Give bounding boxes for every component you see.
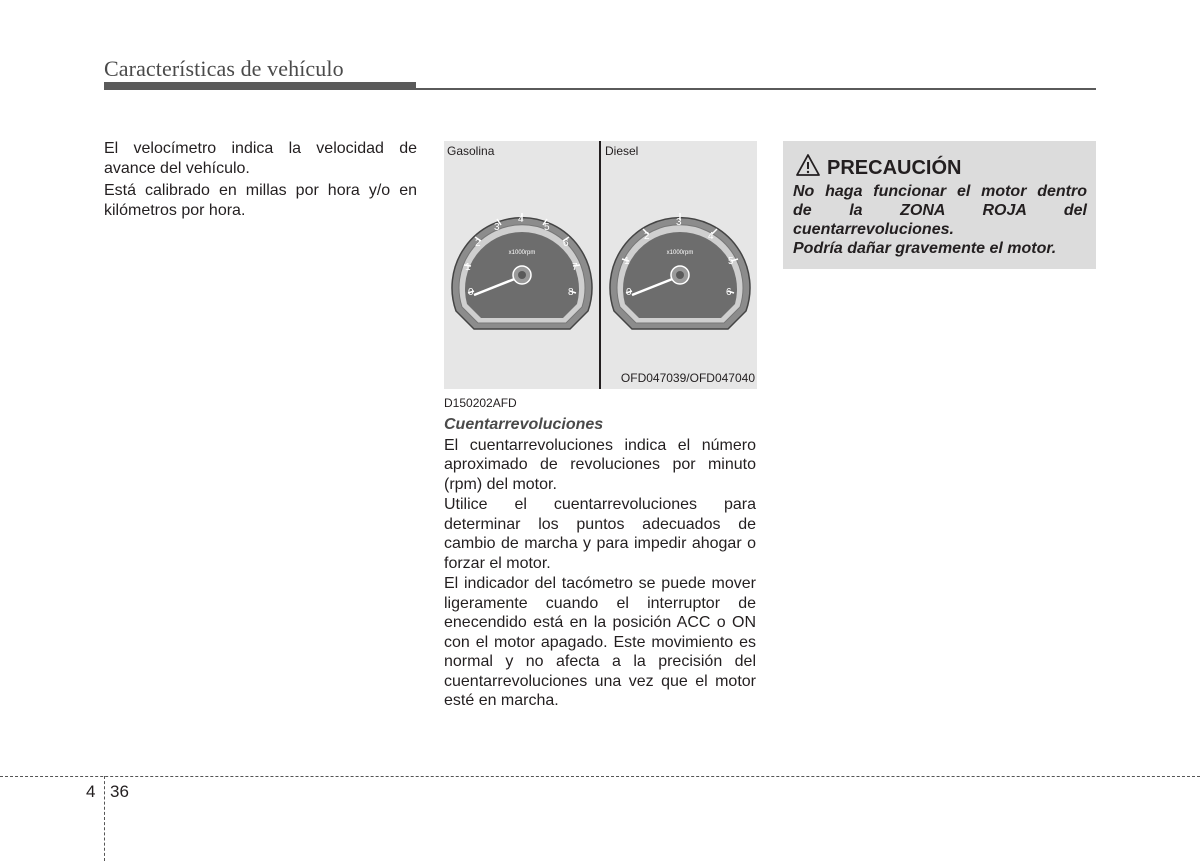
tick-label: 2 xyxy=(644,231,650,242)
tick-label: 6 xyxy=(563,238,569,249)
tick-label: 6 xyxy=(726,287,732,298)
tick-label: 2 xyxy=(475,238,481,249)
gauge-unit: x1000rpm xyxy=(666,250,694,256)
page-header-title: Características de vehículo xyxy=(104,56,344,81)
tick-label: 3 xyxy=(494,222,500,233)
chapter-number: 4 xyxy=(86,782,96,801)
tick-label: 8 xyxy=(568,287,574,298)
header-rule-thick xyxy=(104,82,416,90)
warning-triangle-icon xyxy=(795,153,821,182)
footer-margin-rule xyxy=(104,776,105,861)
figure-label-diesel: Diesel xyxy=(605,144,639,158)
tick-label: 4 xyxy=(708,231,714,242)
gasoline-tachometer-graphic xyxy=(444,201,600,333)
tick-label: 5 xyxy=(544,222,550,233)
middle-column xyxy=(444,415,756,712)
caution-line: de la ZONA ROJA del xyxy=(793,202,1087,219)
left-column xyxy=(104,139,417,223)
tick-label: 3 xyxy=(676,217,682,228)
paragraph: Está calibrado en millas por hora y/o en kilómetros por hora. xyxy=(104,182,417,219)
document-code: D150202AFD xyxy=(444,396,517,410)
tick-label: 1 xyxy=(624,256,630,267)
paragraph: El cuentarrevoluciones indica el número aproximado de revoluciones por minuto (rpm) del motor. xyxy=(444,436,756,493)
footer-rule xyxy=(0,776,1200,777)
section-heading: Cuentarrevoluciones xyxy=(444,416,604,433)
tick-label: 0 xyxy=(468,287,474,298)
caution-body xyxy=(793,182,1087,258)
caution-line: cuentarrevoluciones. xyxy=(793,221,954,238)
page-number: 36 xyxy=(110,782,129,801)
tick-label: 7 xyxy=(572,262,578,273)
paragraph: El indicador del tacómetro se puede mover ligeramente cuando el interruptor de enecendido está en la posición ACC o ON con el motor apagado. Este movimiento es normal y no afecta a la precisión del cuentarrevoluciones una vez que el motor esté en marcha. xyxy=(444,575,756,709)
tick-label: 4 xyxy=(518,214,524,225)
tick-label: 0 xyxy=(626,287,632,298)
caution-line: No haga funcionar el motor dentro xyxy=(793,183,1087,200)
gauge-unit: x1000rpm xyxy=(508,250,536,256)
caution-box xyxy=(783,141,1096,269)
caution-line: Podría dañar gravemente el motor. xyxy=(793,240,1057,257)
diesel-tachometer xyxy=(602,201,758,333)
figure-label-gasoline: Gasolina xyxy=(447,144,495,158)
paragraph: El velocímetro indica la velocidad de avance del vehículo. xyxy=(104,140,417,177)
tachometer-figure xyxy=(444,141,757,389)
paragraph: Utilice el cuentarrevoluciones para determinar los puntos adecuados de cambio de marcha y para impedir ahogar o forzar el motor. xyxy=(444,496,756,572)
figure-code: OFD047039/OFD047040 xyxy=(620,371,755,385)
tick-label: 1 xyxy=(465,262,471,273)
diesel-tachometer-graphic xyxy=(602,201,758,333)
tick-label: 5 xyxy=(728,256,734,267)
header-rule-thin xyxy=(416,88,1096,90)
gasoline-tachometer xyxy=(444,201,600,333)
caution-title: PRECAUCIÓN xyxy=(827,157,962,179)
